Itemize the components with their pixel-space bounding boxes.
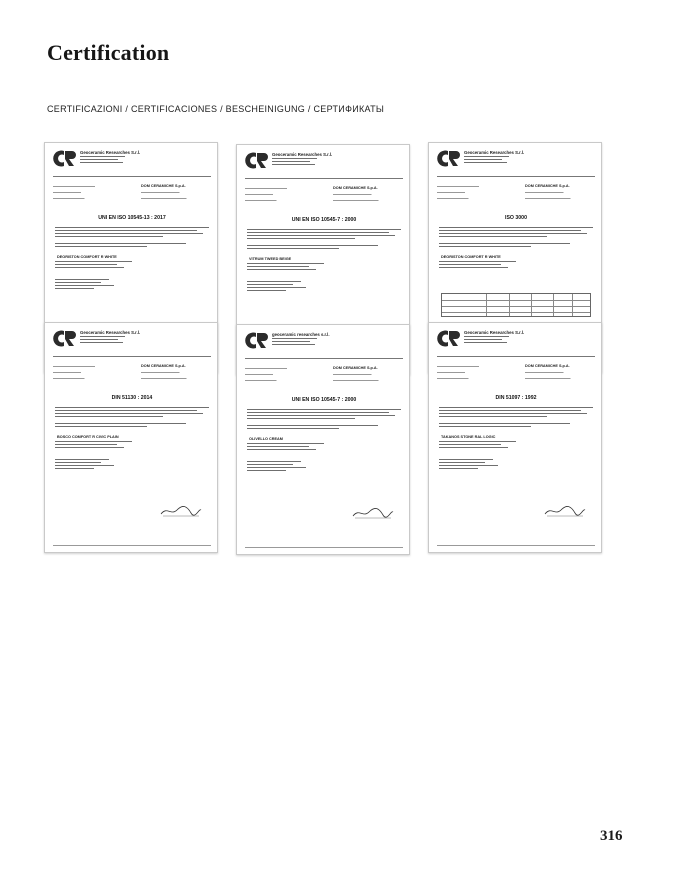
cert-lab-address bbox=[464, 336, 514, 345]
cert-footer bbox=[53, 545, 211, 546]
cert-meta bbox=[437, 363, 595, 389]
divider bbox=[245, 358, 403, 359]
cert-body-text bbox=[55, 407, 209, 419]
cert-body-text bbox=[55, 227, 209, 239]
page-subtitle: CERTIFICAZIONI / CERTIFICACIONES / BESCHEINIGUNG / СЕРТИФИКАТЫ bbox=[47, 104, 385, 114]
cert-standard: ISO 3000 bbox=[505, 215, 527, 221]
cert-body-text bbox=[247, 281, 401, 293]
cert-header bbox=[245, 151, 403, 173]
cert-body-text bbox=[247, 425, 401, 431]
page-title: Certification bbox=[47, 40, 170, 65]
cert-product: VITRUM TWEED BEIGE bbox=[249, 257, 292, 261]
signature-stamp bbox=[159, 504, 203, 518]
cert-body-text bbox=[439, 243, 593, 249]
cert-lab-name: Geoceramic Researches S.r.l. bbox=[464, 330, 525, 335]
cert-body-text bbox=[247, 245, 401, 251]
divider bbox=[437, 356, 595, 357]
lab-logo-icon bbox=[437, 149, 461, 168]
cert-lab-name: geoceramic researches s.r.l. bbox=[272, 332, 330, 337]
cert-lab-name: Geoceramic Researches S.r.l. bbox=[464, 150, 525, 155]
cert-lab-address bbox=[80, 336, 130, 345]
cert-company: DOM CERAMICHE S.p.A. bbox=[525, 184, 570, 188]
lab-logo-icon bbox=[53, 149, 77, 168]
cert-header bbox=[437, 149, 595, 171]
certificate-thumbnail bbox=[428, 322, 602, 553]
cert-meta bbox=[437, 183, 595, 209]
lab-logo-icon bbox=[437, 329, 461, 348]
cert-standard: UNI EN ISO 10545-13 : 2017 bbox=[98, 215, 166, 221]
cert-body-text bbox=[247, 263, 401, 272]
cert-header bbox=[53, 329, 211, 351]
cert-standard: UNI EN ISO 10545-7 : 2000 bbox=[291, 217, 357, 223]
cert-meta bbox=[53, 183, 211, 209]
divider bbox=[245, 178, 403, 179]
divider bbox=[53, 176, 211, 177]
cert-body-text bbox=[439, 441, 593, 450]
lab-logo-icon bbox=[245, 151, 269, 170]
cert-body-text bbox=[247, 409, 401, 421]
cert-body-text bbox=[247, 229, 401, 241]
cert-meta bbox=[245, 185, 403, 211]
divider bbox=[437, 176, 595, 177]
cert-company: DOM CERAMICHE S.p.A. bbox=[333, 366, 378, 370]
cert-body-text bbox=[439, 407, 593, 419]
cert-body-text bbox=[439, 423, 593, 429]
divider bbox=[53, 356, 211, 357]
cert-product: OLIVELLO CREAM bbox=[249, 437, 283, 441]
cert-product: TAKANOS STONE RAL LOGIC bbox=[441, 435, 496, 439]
lab-logo-icon bbox=[245, 331, 269, 350]
cert-lab-name: Geoceramic Researches S.r.l. bbox=[80, 150, 141, 155]
cert-lab-address bbox=[272, 158, 322, 167]
cert-results-table bbox=[441, 293, 591, 317]
cert-body-text bbox=[439, 227, 593, 239]
cert-footer bbox=[437, 545, 595, 546]
cert-body-text bbox=[439, 459, 593, 471]
cert-footer bbox=[245, 547, 403, 548]
cert-meta bbox=[245, 365, 403, 391]
cert-body-text bbox=[55, 261, 209, 270]
certificate-thumbnail bbox=[236, 324, 410, 555]
cert-body-text bbox=[55, 243, 209, 249]
cert-body-text bbox=[55, 279, 209, 291]
cert-header bbox=[53, 149, 211, 171]
cert-meta bbox=[53, 363, 211, 389]
signature-stamp bbox=[543, 504, 587, 518]
signature-stamp bbox=[351, 506, 395, 520]
cert-header bbox=[245, 331, 403, 353]
cert-body-text bbox=[247, 443, 401, 452]
cert-lab-name: Geoceramic Researches S.r.l. bbox=[80, 330, 141, 335]
cert-lab-address bbox=[272, 338, 322, 347]
cert-lab-address bbox=[464, 156, 514, 165]
cert-company: DOM CERAMICHE S.p.A. bbox=[141, 184, 186, 188]
cert-body-text bbox=[247, 461, 401, 473]
cert-product: DEORISTON COMFORT R WHITE bbox=[57, 255, 117, 259]
cert-body-text bbox=[439, 261, 593, 270]
cert-standard: DIN 51097 : 1992 bbox=[495, 395, 537, 401]
cert-company: DOM CERAMICHE S.p.A. bbox=[525, 364, 570, 368]
cert-product: DEORISTON COMFORT R WHITE bbox=[441, 255, 501, 259]
cert-lab-address bbox=[80, 156, 130, 165]
cert-product: BOSCO COMFORT R CIVIC PLAIN bbox=[57, 435, 119, 439]
cert-standard: DIN 51130 : 2014 bbox=[111, 395, 153, 401]
cert-header bbox=[437, 329, 595, 351]
cert-company: DOM CERAMICHE S.p.A. bbox=[333, 186, 378, 190]
certificate-thumbnail bbox=[44, 322, 218, 553]
page-number: 316 bbox=[600, 828, 623, 844]
cert-company: DOM CERAMICHE S.p.A. bbox=[141, 364, 186, 368]
lab-logo-icon bbox=[53, 329, 77, 348]
cert-body-text bbox=[55, 459, 209, 471]
cert-body-text bbox=[55, 441, 209, 450]
cert-lab-name: Geoceramic Researches S.r.l. bbox=[272, 152, 333, 157]
cert-body-text bbox=[55, 423, 209, 429]
cert-standard: UNI EN ISO 10545-7 : 2000 bbox=[291, 397, 357, 403]
